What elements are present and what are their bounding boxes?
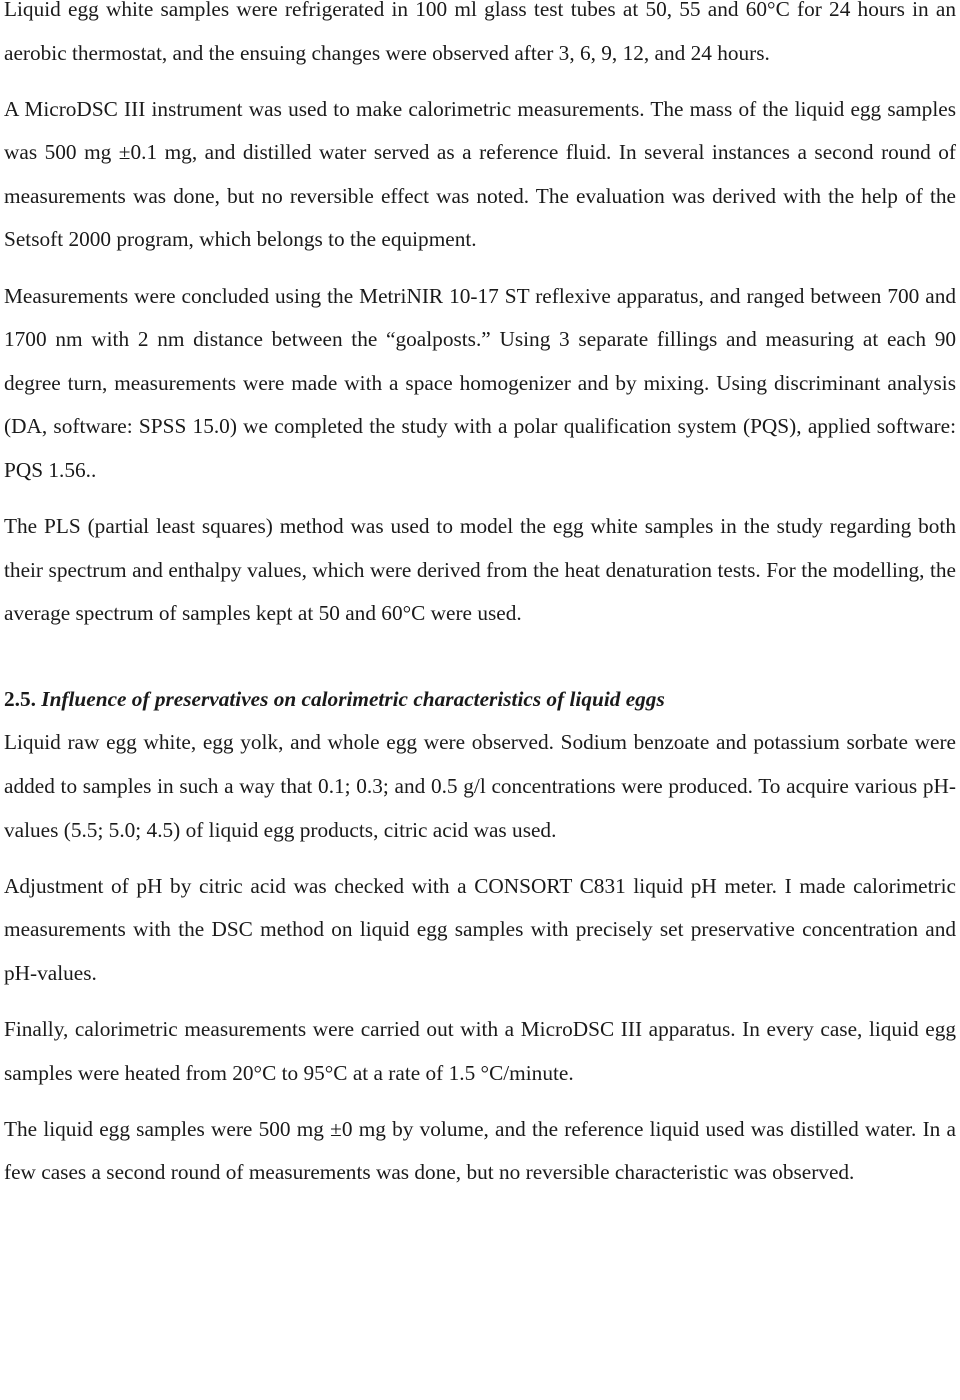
- paragraph-ph-adjustment: Adjustment of pH by citric acid was checked with a CONSORT C831 liquid pH meter. I made calorimetric measurements with the DSC method on liquid egg samples with precisely set preservative concentration and pH-values.: [4, 873, 956, 985]
- section-heading: [4, 678, 956, 722]
- section-title: Influence of preservatives on calorimetric characteristics of liquid eggs: [41, 686, 665, 711]
- paragraph-pls-modelling: The PLS (partial least squares) method was used to model the egg white samples in the study regarding both their spectrum and enthalpy values, which were derived from the heat denaturation tests. For the modelling, the average spectrum of samples kept at 50 and 60°C were used.: [4, 514, 956, 626]
- paragraph-preservative-samples: Liquid raw egg white, egg yolk, and whole egg were observed. Sodium benzoate and potassium sorbate were added to samples in such a way that 0.1; 0.3; and 0.5 g/l concentrations were produced. To acquire various pH-values (5.5; 5.0; 4.5) of liquid egg products, citric acid was used.: [4, 730, 956, 842]
- paragraph-heating-rate: Finally, calorimetric measurements were carried out with a MicroDSC III apparatus. In every case, liquid egg samples were heated from 20°C to 95°C at a rate of 1.5 °C/minute.: [4, 1016, 956, 1085]
- section-number: 2.5.: [4, 686, 36, 711]
- paragraph-sample-storage: Liquid egg white samples were refrigerated in 100 ml glass test tubes at 50, 55 and 60°C for 24 hours in an aerobic thermostat, and the ensuing changes were observed after 3, 6, 9, 12, and 24 hours.: [4, 0, 956, 65]
- paragraph-microdsc-measurements: A MicroDSC III instrument was used to make calorimetric measurements. The mass of the liquid egg samples was 500 mg ±0.1 mg, and distilled water served as a reference fluid. In several instances a second round of measurements was done, but no reversible effect was noted. The evaluation was derived with the help of the Setsoft 2000 program, which belongs to the equipment.: [4, 96, 956, 252]
- paragraph-reference-liquid: The liquid egg samples were 500 mg ±0 mg by volume, and the reference liquid used was distilled water. In a few cases a second round of measurements was done, but no reversible characteristic was observed.: [4, 1116, 956, 1185]
- paragraph-metrinir-measurements: Measurements were concluded using the MetriNIR 10-17 ST reflexive apparatus, and ranged between 700 and 1700 nm with 2 nm distance between the “goalposts.” Using 3 separate fillings and measuring at each 90 degree turn, measurements were made with a space homogenizer and by mixing. Using discriminant analysis (DA, software: SPSS 15.0) we completed the study with a polar qualification system (PQS), applied software: PQS 1.56..: [4, 283, 956, 482]
- document-page: [4, 0, 956, 1207]
